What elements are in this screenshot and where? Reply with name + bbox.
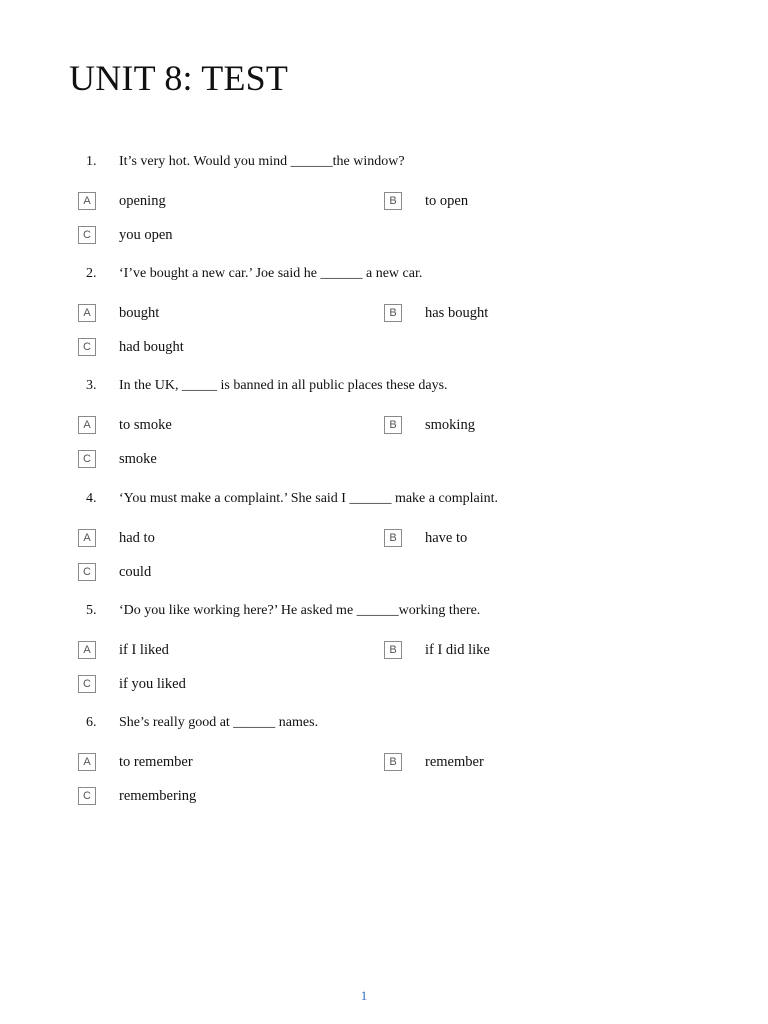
question-text: In the UK, _____ is banned in all public places these days. [119,378,448,393]
option-letter-box[interactable]: B [384,529,402,547]
question-number: 1. [86,154,97,169]
option-text: remember [425,754,484,770]
question-text: ‘I’ve bought a new car.’ Joe said he ______ a new car. [119,266,423,281]
option-letter-box[interactable]: A [78,753,96,771]
question-number: 4. [86,491,97,506]
option-letter-box[interactable]: A [78,304,96,322]
page-number: 1 [360,988,368,1003]
option-letter-box[interactable]: B [384,641,402,659]
option-letter-box[interactable]: B [384,192,402,210]
option-text: has bought [425,305,489,321]
option-letter-box[interactable]: C [78,450,96,468]
question-text: It’s very hot. Would you mind ______the window? [119,154,405,169]
option-text: you open [119,227,173,243]
option-letter-box[interactable]: A [78,416,96,434]
option-text: could [119,564,152,580]
page-title: UNIT 8: TEST [69,58,289,98]
option-letter-box[interactable]: A [78,192,96,210]
option-text: had to [119,530,155,546]
option-letter-box[interactable]: C [78,226,96,244]
option-text: smoke [119,451,157,467]
option-letter-box[interactable]: C [78,563,96,581]
question-text: ‘You must make a complaint.’ She said I ______ make a complaint. [119,491,498,506]
option-text: if you liked [119,676,186,692]
option-text: remembering [119,788,197,804]
option-text: if I liked [119,642,169,658]
option-text: opening [119,193,166,209]
question-number: 3. [86,378,97,393]
option-letter-box[interactable]: C [78,338,96,356]
option-letter-box[interactable]: B [384,304,402,322]
option-text: to smoke [119,417,172,433]
option-text: to open [425,193,469,209]
option-letter-box[interactable]: B [384,753,402,771]
option-text: had bought [119,339,184,355]
option-text: smoking [425,417,475,433]
option-letter-box[interactable]: C [78,675,96,693]
question-text: She’s really good at ______ names. [119,715,319,730]
question-number: 5. [86,603,97,618]
option-text: to remember [119,754,193,770]
option-letter-box[interactable]: C [78,787,96,805]
question-text: ‘Do you like working here?’ He asked me ______working there. [119,603,481,618]
option-letter-box[interactable]: A [78,641,96,659]
option-text: if I did like [425,642,490,658]
option-text: have to [425,530,468,546]
option-letter-box[interactable]: A [78,529,96,547]
question-number: 6. [86,715,97,730]
question-number: 2. [86,266,97,281]
option-letter-box[interactable]: B [384,416,402,434]
option-text: bought [119,305,160,321]
